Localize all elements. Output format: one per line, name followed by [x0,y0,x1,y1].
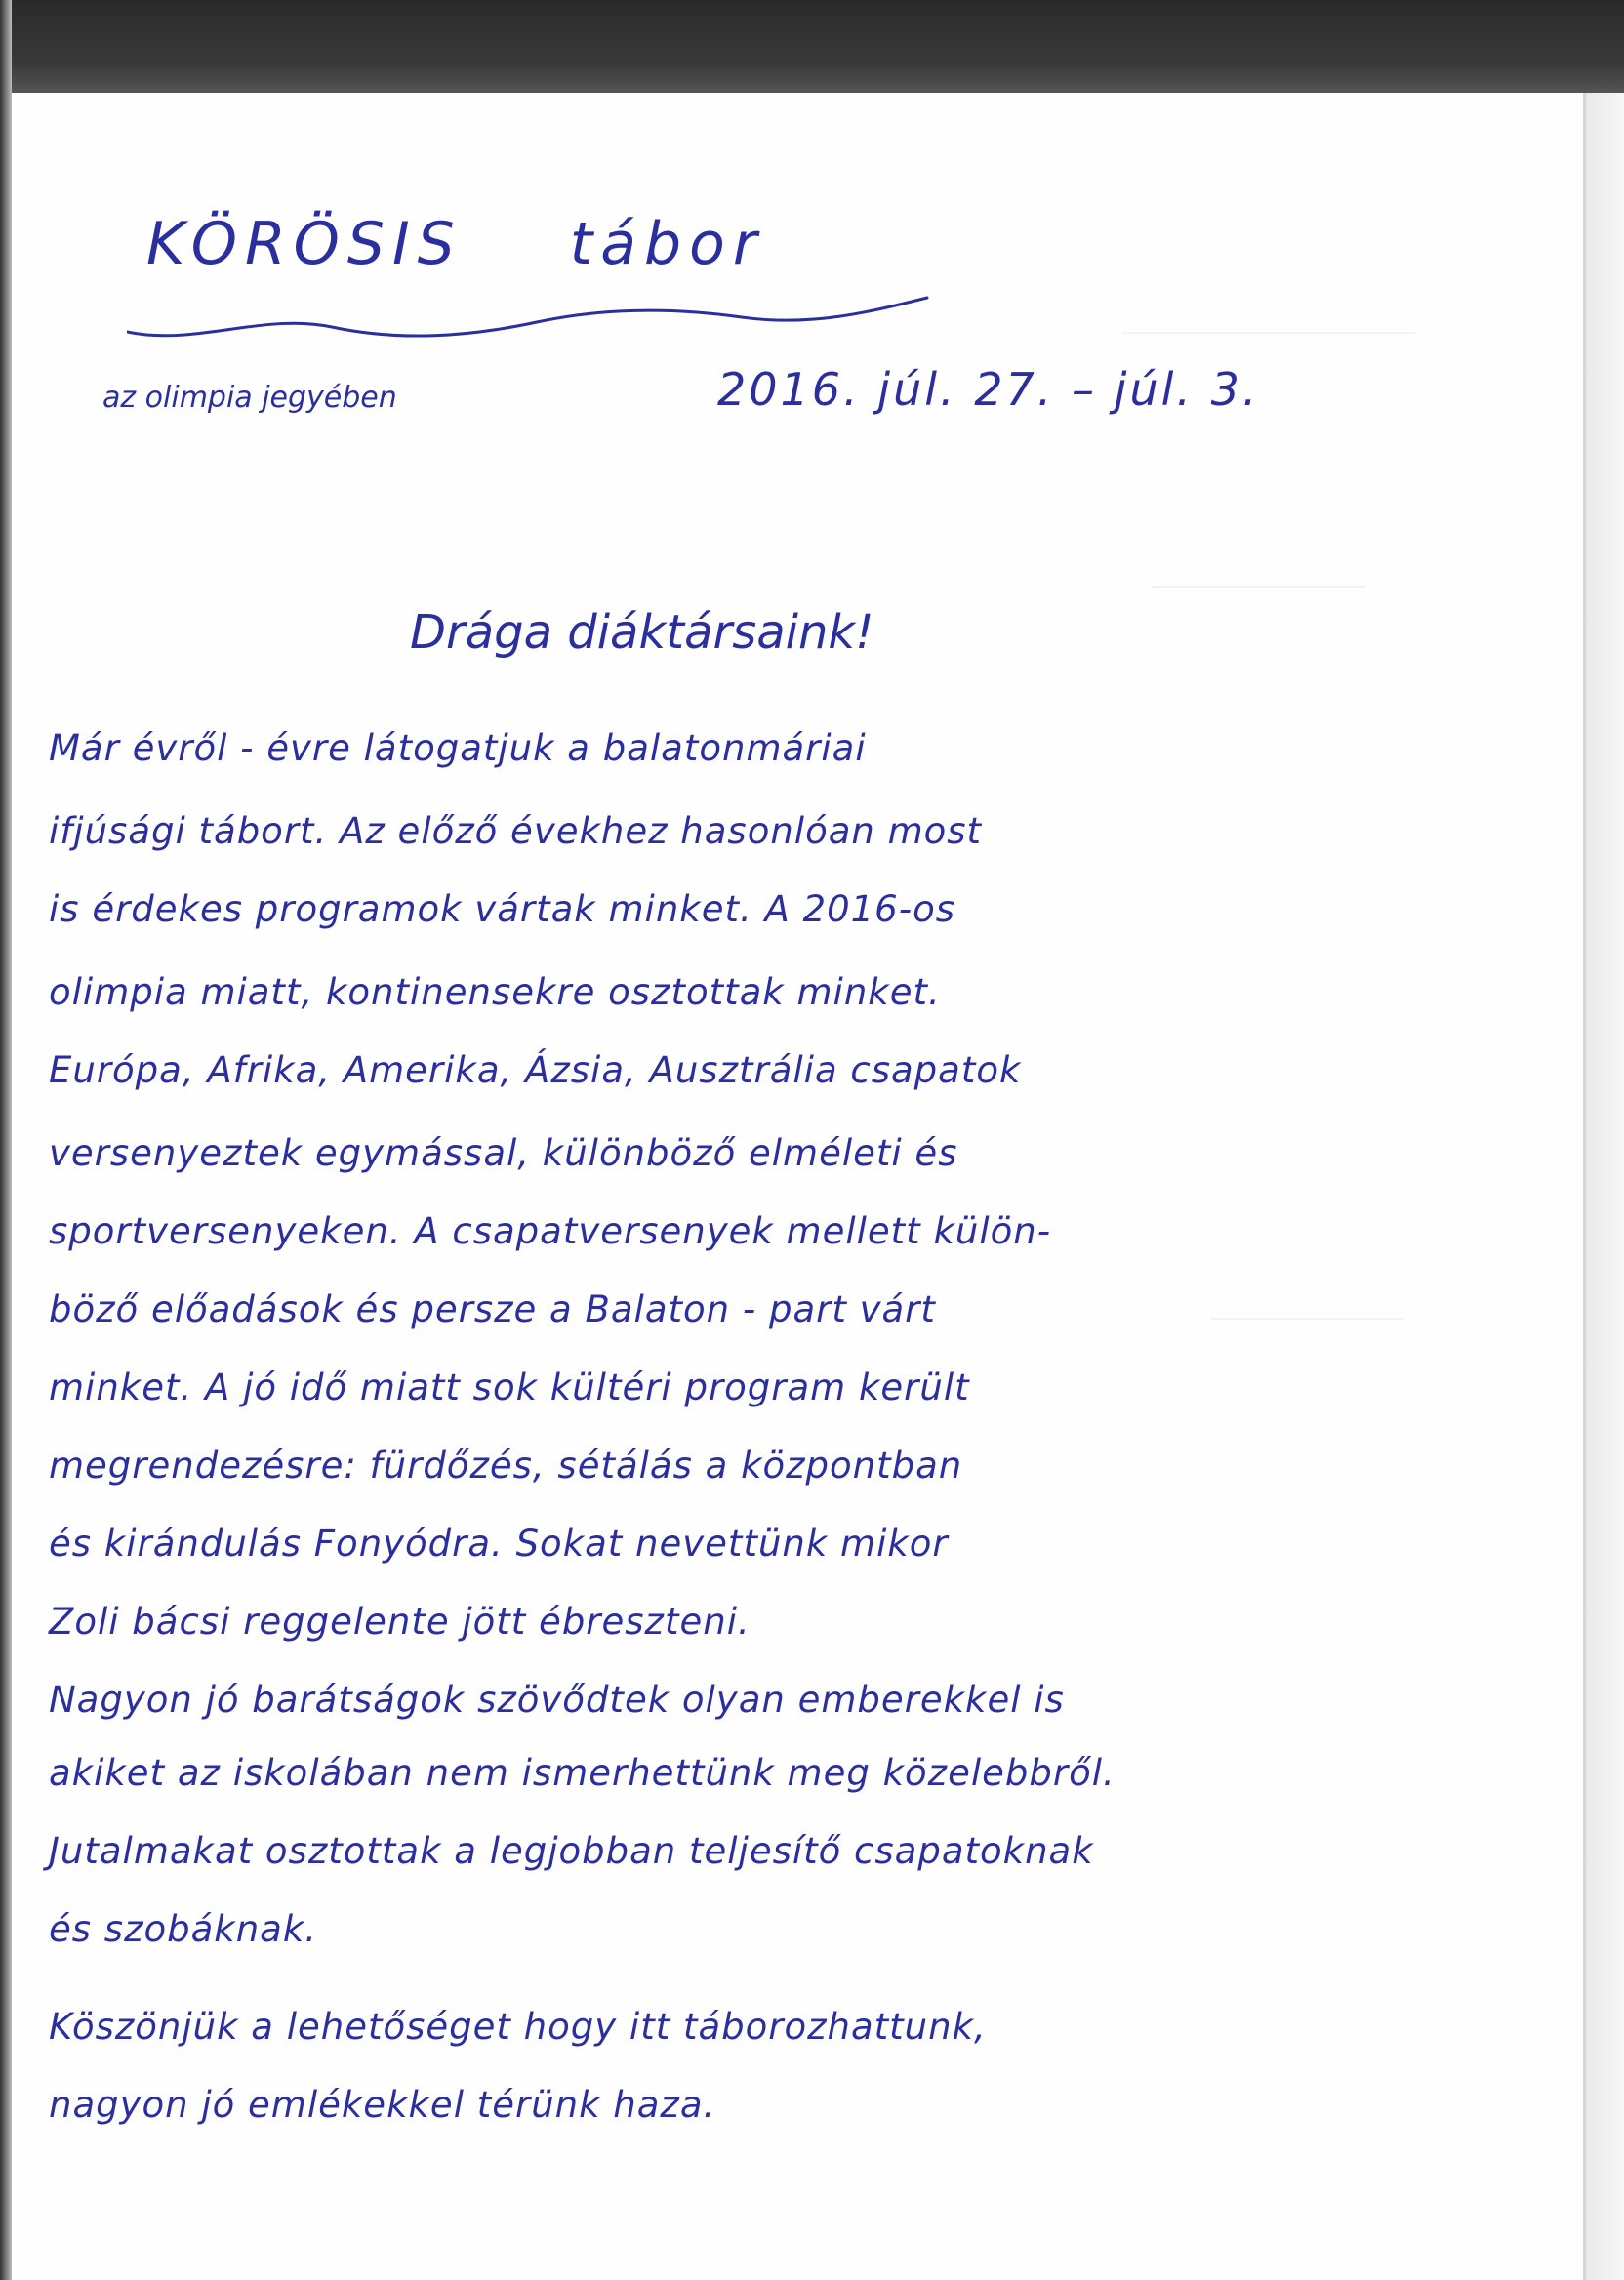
title-underline-wave [127,293,937,351]
body-line: versenyeztek egymással, különböző elméleti és [49,1132,958,1174]
body-line: és szobáknak. [49,1908,318,1950]
body-line: Már évről - évre látogatjuk a balatonmáriai [49,727,867,769]
body-line: olimpia miatt, kontinensekre osztottak minket. [49,971,941,1013]
body-line: böző előadások és persze a Balaton - part várt [49,1288,936,1330]
body-line: Zoli bácsi reggelente jött ébreszteni. [49,1601,751,1643]
paper-right-edge [1586,93,1624,2280]
bleed-through-mark [1210,1269,1405,1320]
wave-stroke [127,298,927,336]
bleed-through-mark [1152,547,1366,588]
body-line: Európa, Afrika, Amerika, Ázsia, Ausztrália csapatok [49,1049,1022,1091]
body-line: minket. A jó idő miatt sok kültéri program került [49,1366,970,1408]
body-line: Nagyon jó barátságok szövődtek olyan emberekkel is [49,1679,1065,1721]
scanner-top-shadow [0,0,1624,93]
body-line: Köszönjük a lehetőséget hogy itt táborozhattunk, [49,2006,987,2048]
camp-dates: 2016. júl. 27. – júl. 3. [717,363,1260,416]
body-line: ifjúsági tábort. Az előző évekhez hasonlóan most [49,810,983,852]
scanner-left-shadow [0,0,12,2280]
body-line: Jutalmakat osztottak a legjobban teljesítő csapatoknak [49,1830,1094,1872]
body-line: akiket az iskolában nem ismerhettünk meg közelebbről. [49,1752,1116,1794]
subtitle-olympic-theme: az olimpia jegyében [102,381,397,415]
body-line: megrendezésre: fürdőzés, sétálás a központban [49,1445,963,1486]
body-line: is érdekes programok vártak minket. A 2016-os [49,888,955,930]
body-line: és kirándulás Fonyódra. Sokat nevettünk mikor [49,1523,949,1565]
bleed-through-mark [1122,273,1415,334]
body-line: sportversenyeken. A csapatversenyek mellett külön- [49,1210,1052,1252]
body-line: nagyon jó emlékekkel térünk haza. [49,2084,716,2126]
title-camp-name: KÖRÖSIS [146,210,463,278]
letter-greeting: Drága diáktársaink! [410,605,874,660]
title-camp-word: tábor [569,210,765,278]
paper-sheet [12,93,1586,2280]
handwritten-title [146,210,765,278]
